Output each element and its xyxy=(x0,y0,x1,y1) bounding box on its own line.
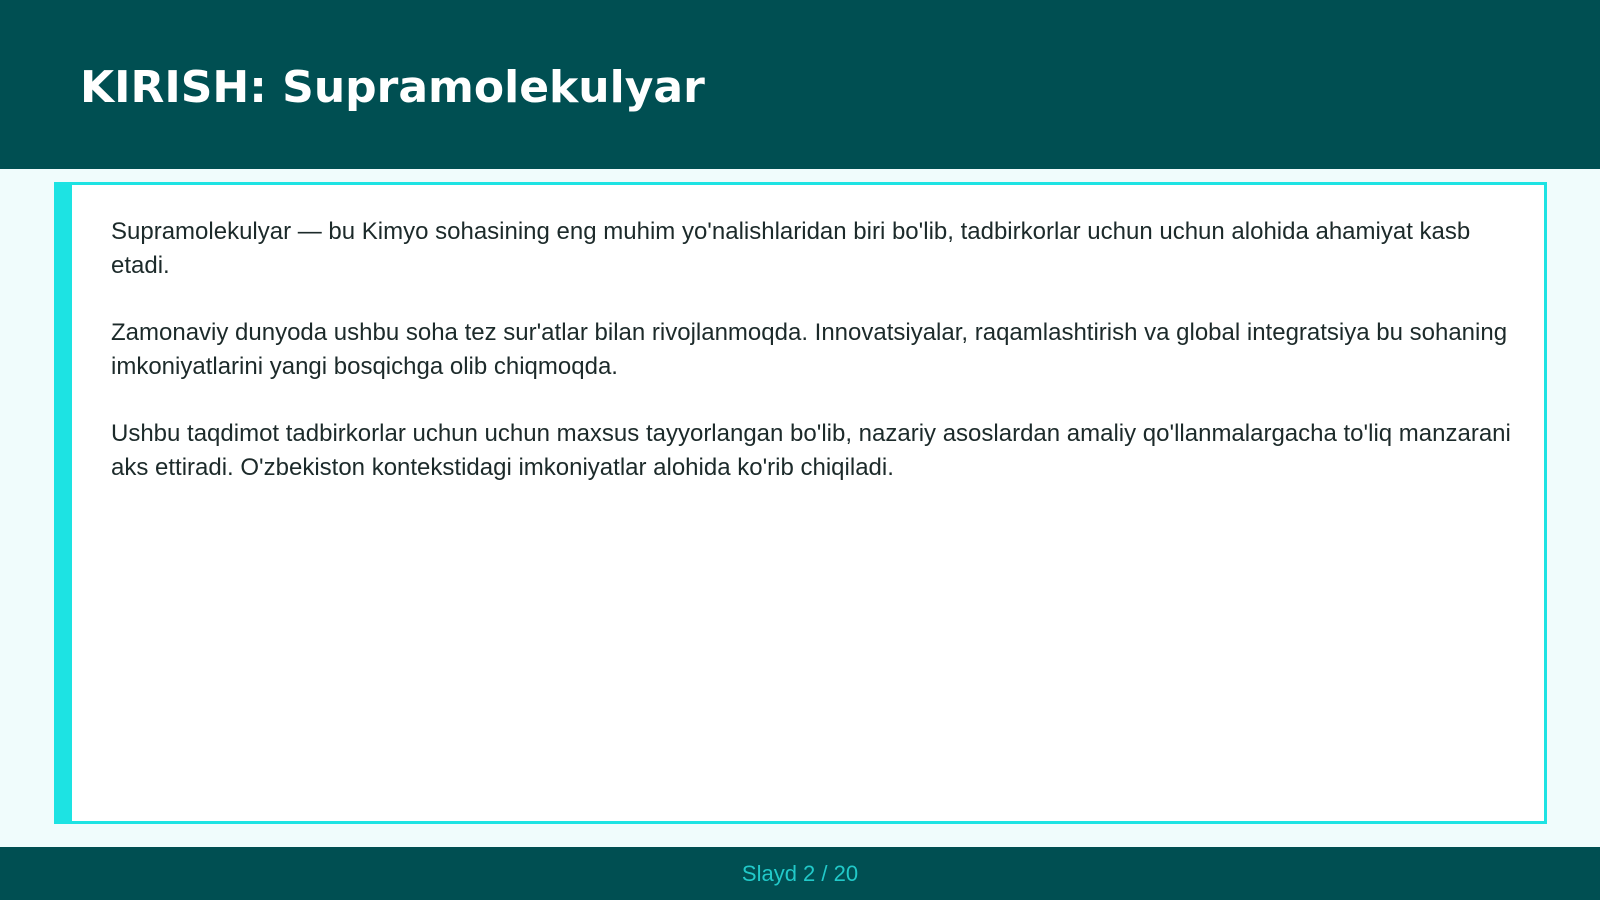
paragraph-intro: Supramolekulyar — bu Kimyo sohasining eng muhim yo'nalishlaridan biri bo'lib, tadbirkorlar uchun uchun alohida ahamiyat kasb etadi. xyxy=(111,218,1471,279)
paragraph-presentation-purpose: Ushbu taqdimot tadbirkorlar uchun uchun maxsus tayyorlangan bo'lib, nazariy asoslardan amaliy qo'llanmalargacha to'liq manzarani aks ettiradi. O'zbekiston kontekstidagi imkoniyatlar alohida ko'rib chiqiladi. xyxy=(111,420,1511,481)
slide-header xyxy=(0,0,1600,169)
slide-title: KIRISH: Supramolekulyar xyxy=(80,62,705,113)
content-card xyxy=(54,182,1547,824)
slide-footer xyxy=(0,847,1600,900)
paragraph-modern-world: Zamonaviy dunyoda ushbu soha tez sur'atlar bilan rivojlanmoqda. Innovatsiyalar, raqamlashtirish va global integratsiya bu sohaning imkoniyatlarini yangi bosqichga olib chiqmoqda. xyxy=(111,319,1508,380)
content-text xyxy=(111,215,1511,518)
slide-counter: Slayd 2 / 20 xyxy=(741,861,859,886)
